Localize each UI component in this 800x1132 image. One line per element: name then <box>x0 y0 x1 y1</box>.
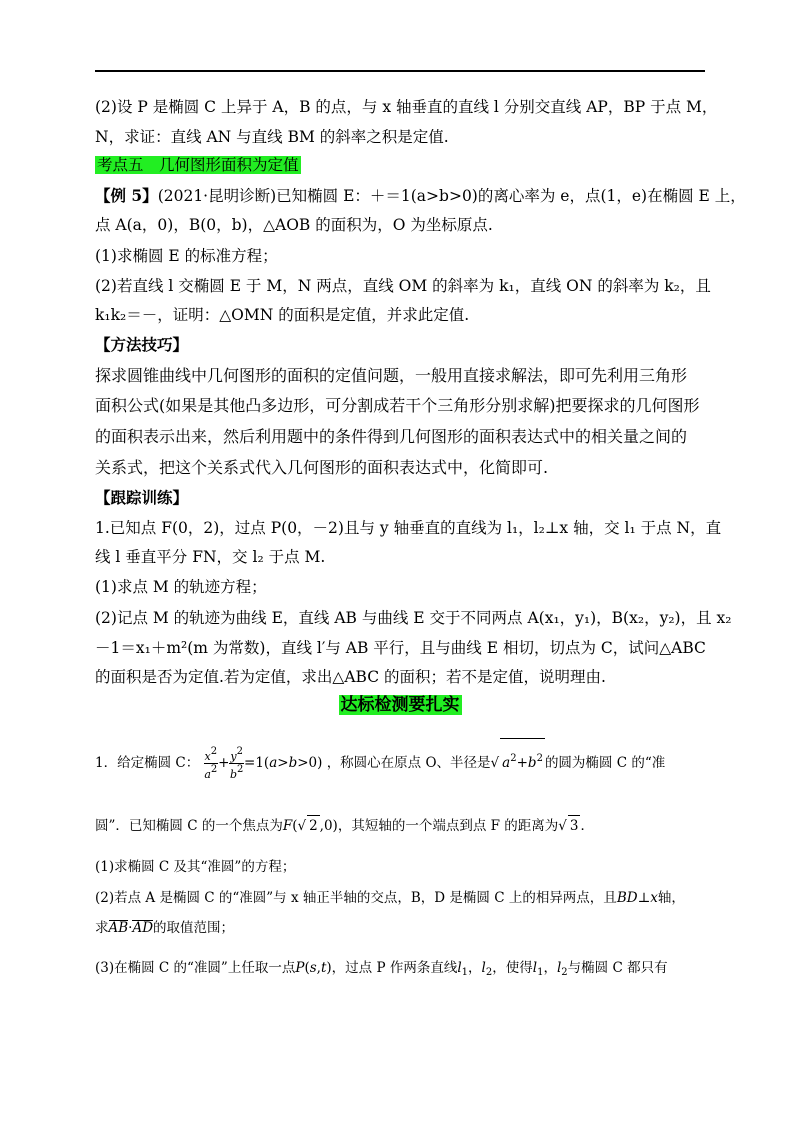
text-line: 已知椭圆 E：＋＝1(a>b>0)的离心率为 e，点(1，e)在椭圆 E 上， <box>276 187 746 205</box>
question-line: 1．给定椭圆 C： $\frac{x^2}{a^2}$ + $\frac{y^2}{b^2}$ =1(a>b>0) ，称圆心在原点 O、半径是√ $a^2+b^2$ 的圆为椭圆 C 的“准 <box>95 738 665 783</box>
method-line: 关系式，把这个关系式代入几何图形的面积表达式中，化简即可. <box>95 458 549 477</box>
header-rule <box>95 70 705 72</box>
question-line: (3)在椭圆 C 的“准圆”上任取一点P(s,t)，过点 P 作两条直线$l_1$，$l_2$，使得$l_1$，$l_2$与椭圆 C 都只有 <box>95 960 668 978</box>
text-line: (1)求椭圆 E 的标准方程； <box>95 247 278 265</box>
text-line: N，求证：直线 AN 与直线 BM 的斜率之积是定值. <box>95 128 449 146</box>
question-line: (2)若点 A 是椭圆 C 的“准圆”与 x 轴正半轴的交点，B，D 是椭圆 C 上的相异两点，且BD⊥x轴， <box>95 890 685 906</box>
text-line: 1.已知点 F(0，2)，过点 P(0，－2)且与 y 轴垂直的直线为 l₁，l₂⊥x 轴，交 l₁ 于点 N，直 <box>95 519 722 537</box>
example-label: 【例 5】 <box>95 186 158 205</box>
method-title: 【方法技巧】 <box>95 335 189 354</box>
dot-product-formula: AB·AD <box>108 920 154 936</box>
text-line: 线 l 垂直平分 FN，交 l₂ 于点 M. <box>95 548 326 566</box>
question-line: (1)求椭圆 C 及其“准圆”的方程； <box>95 859 296 875</box>
text-line: (2)若直线 l 交椭圆 E 于 M，N 两点，直线 OM 的斜率为 k₁，直线 ON 的斜率为 k₂，且 <box>95 277 711 295</box>
method-line: 的面积表示出来，然后利用题中的条件得到几何图形的面积表达式中的相关量之间的 <box>95 427 688 446</box>
text-line: 点 A(a，0)，B(0，b)，△AOB 的面积为，O 为坐标原点. <box>95 216 493 234</box>
text-line: (1)求点 M 的轨迹方程； <box>95 578 267 596</box>
focus-formula: F(√ 2 ,0) <box>283 818 338 834</box>
question-line: 圆”．已知椭圆 C 的一个焦点为F(√ 2 ,0)，其短轴的一个端点到点 F 的距离为√ 3 ． <box>95 815 594 836</box>
method-line: 面积公式(如果是其他凸多边形，可分割成若干个三角形分别求解)把要探求的几何图形 <box>95 396 700 415</box>
distance-formula: √ 3 <box>558 818 580 834</box>
ellipse-formula: $\frac{x^2}{a^2}$ + $\frac{y^2}{b^2}$ =1(a>b>0) <box>204 746 327 781</box>
text-line: k₁k₂＝－，证明：△OMN 的面积是定值，并求此定值. <box>95 306 470 324</box>
point-formula: P(s,t) <box>295 960 332 976</box>
text-line: (2)设 P 是椭圆 C 上异于 A，B 的点，与 x 轴垂直的直线 l 分别交直线 AP，BP 于点 M， <box>95 98 718 116</box>
text-line: (2)记点 M 的轨迹为曲线 E，直线 AB 与曲线 E 交于不同两点 A(x₁，y₁)，B(x₂，y₂)，且 x₂ <box>95 609 732 627</box>
line1-formula: $l_1$，$l_2$ <box>457 960 493 978</box>
topic-heading: 考点五 几何图形面积为定值 <box>97 156 299 174</box>
perp-formula: BD⊥x <box>616 890 658 906</box>
text-line: 的面积是否为定值.若为定值，求出△ABC 的面积；若不是定值，说明理由. <box>95 668 606 686</box>
method-line: 探求圆锥曲线中几何图形的面积的定值问题，一般用直接求解法，即可先利用三角形 <box>95 366 688 385</box>
text-line: －1＝x₁＋m²(m 为常数)，直线 l′与 AB 平行，且与曲线 E 相切，切点为 C，试问△ABC <box>95 639 706 657</box>
section-heading: 达标检测要扎实 <box>340 695 460 715</box>
question-line: 求AB·AD的取值范围； <box>95 920 235 936</box>
radius-formula: √ $a^2+b^2$ <box>491 755 545 771</box>
example-source: (2021·昆明诊断) <box>157 187 277 205</box>
line2-formula: $l_1$，$l_2$ <box>532 960 568 978</box>
follow-title: 【跟踪训练】 <box>95 488 189 507</box>
